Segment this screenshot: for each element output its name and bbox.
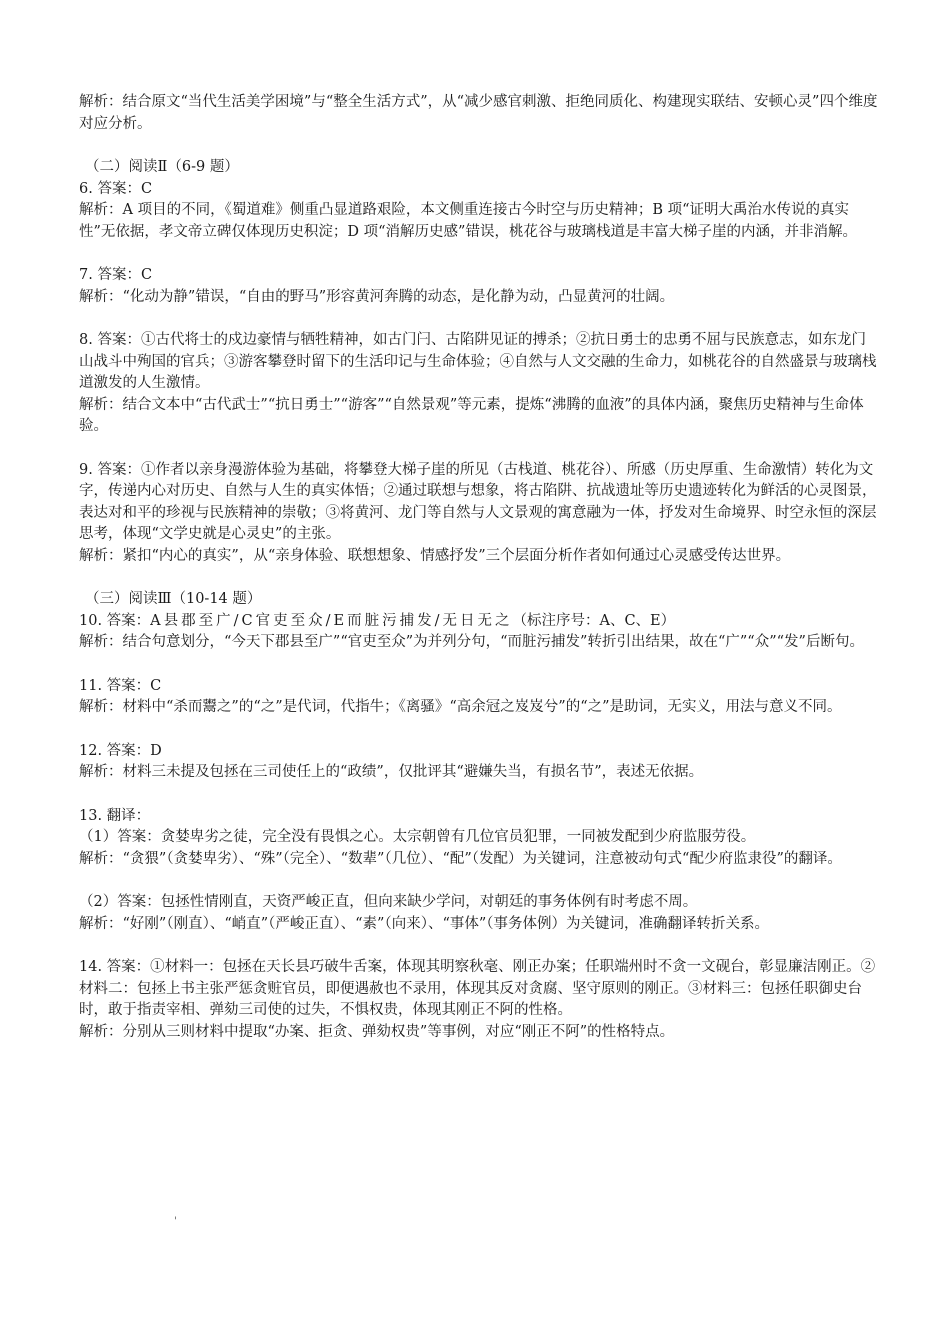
q14-answer: 14. 答案：①材料一：包拯在天长县巧破牛舌案，体现其明察秋毫、刚正办案；任职端州时不贪一文砚台，彰显廉洁刚正。②材料二：包拯上书主张严惩贪赃官员，即便遇赦也不录用，体现其反对贪腐、坚守原则的刚正。③材料三：包拯任职御史台时，敢于指责宰相、弹劾三司使的过失，不惧权贵，体现其刚正不阿的性格。 [79,959,876,1018]
q9-analysis: 解析：紧扣“内心的真实”，从“亲身体验、联想想象、情感抒发”三个层面分析作者如何通过心灵感受传达世界。 [79,547,791,564]
q7-analysis: 解析：“化动为静”错误，“自由的野马”形容黄河奔腾的动态，是化静为动，凸显黄河的壮阔。 [79,288,675,305]
q12-analysis: 解析：材料三未提及包拯在三司使任上的“政绩”，仅批评其“避嫌失当，有损名节”，表述无依据。 [79,764,704,780]
intro-analysis: 解析：结合原文“当代生活美学困境”与“整全生活方式”，从“减少感官刺激、拒绝同质化、构建现实联结、安顿心灵”四个维度对应分析。 [79,94,878,132]
q6-answer: 6. 答案：C [79,180,153,197]
q13-part1-answer: （1）答案：贪婪卑劣之徒，完全没有畏惧之心。太宗朝曾有几位官员犯罪，一同被发配到少府监服劳役。 [79,829,756,845]
section-2-heading: （二）阅读Ⅱ（6-9 题） [85,159,239,175]
section-3-heading: （三）阅读Ⅲ（10-14 题） [85,591,262,607]
q14-analysis: 解析：分别从三则材料中提取“办案、拒贪、弹劾权贵”等事例，对应“刚正不阿”的性格特点。 [79,1023,675,1040]
stray-mark: ' [174,1216,177,1227]
q10-answer-marked: A县郡至广/C官吏至众/E而脏污捕发/无日无之 [150,612,513,629]
q13-title: 13. 翻译： [79,807,151,824]
q8-answer: 8. 答案：①古代将士的戍边豪情与牺牲精神，如古门闩、古陷阱见证的搏杀；②抗日勇士的忠勇不屈与民族意志，如东龙门山战斗中殉国的官兵；③游客攀登时留下的生活印记与生命体验；④自然与人文交融的生命力，如桃花谷的自然盛景与玻璃栈道激发的人生激情。 [79,332,877,391]
q13-part2-answer: （2）答案：包拯性情刚直，天资严峻正直，但向来缺少学问，对朝廷的事务体例有时考虑不周。 [79,894,698,910]
q11-analysis: 解析：材料中“杀而鬻之”的“之”是代词，代指牛；《离骚》“高余冠之岌岌兮”的“之”是助词，无实义，用法与意义不同。 [79,699,842,715]
q7-answer: 7. 答案：C [79,267,153,283]
q11-answer: 11. 答案：C [79,677,162,694]
q10-answer-prefix: 10. 答案： [79,612,151,629]
q13-part1-analysis: 解析：“贪猥”（贪婪卑劣）、“殊”（完全）、“数辈”（几位）、“配”（发配）为关键词，注意被动句式“配少府监隶役”的翻译。 [79,850,842,867]
q12-answer: 12. 答案：D [79,742,162,759]
q6-analysis: 解析：A 项目的不同，《蜀道难》侧重凸显道路艰险，本文侧重连接古今时空与历史精神；B 项“证明大禹治水传说的真实性”无依据，孝文帝立碑仅体现历史积淀；D 项“消解历史感”错误，桃花谷与玻璃栈道是丰富大梯子崖的内涵，并非消解。 [79,202,857,240]
q10-analysis: 解析：结合句意划分，“今天下郡县至广”“官吏至众”为并列分句，“而脏污捕发”转折引出结果，故在“广”“众”“发”后断句。 [79,634,864,650]
q13-part2-analysis: 解析：“好刚”（刚直）、“峭直”（严峻正直）、“素”（向来）、“事体”（事务体例）为关键词，准确翻译转折关系。 [79,915,770,932]
q9-answer: 9. 答案：①作者以亲身漫游体验为基础，将攀登大梯子崖的所见（古栈道、桃花谷）、所感（历史厚重、生命激情）转化为文字，传递内心对历史、自然与人生的真实体悟；②通过联想与想象，将古陷阱、抗战遗址等历史遗迹转化为鲜活的心灵图景，表达对和平的珍视与民族精神的崇敬；③将黄河、龙门等自然与人文景观的寓意融为一体，抒发对生命境界、时空永恒的深层思考，体现“文学史就是心灵史”的主张。 [79,461,877,542]
q8-analysis: 解析：结合文本中“古代武士”“抗日勇士”“游客”“自然景观”等元素，提炼“沸腾的血液”的具体内涵，聚焦历史精神与生命体验。 [79,396,864,434]
q10-answer [79,611,879,633]
answer-key-body [79,92,879,1043]
q10-answer-suffix: （标注序号：A、C、E） [512,612,676,629]
